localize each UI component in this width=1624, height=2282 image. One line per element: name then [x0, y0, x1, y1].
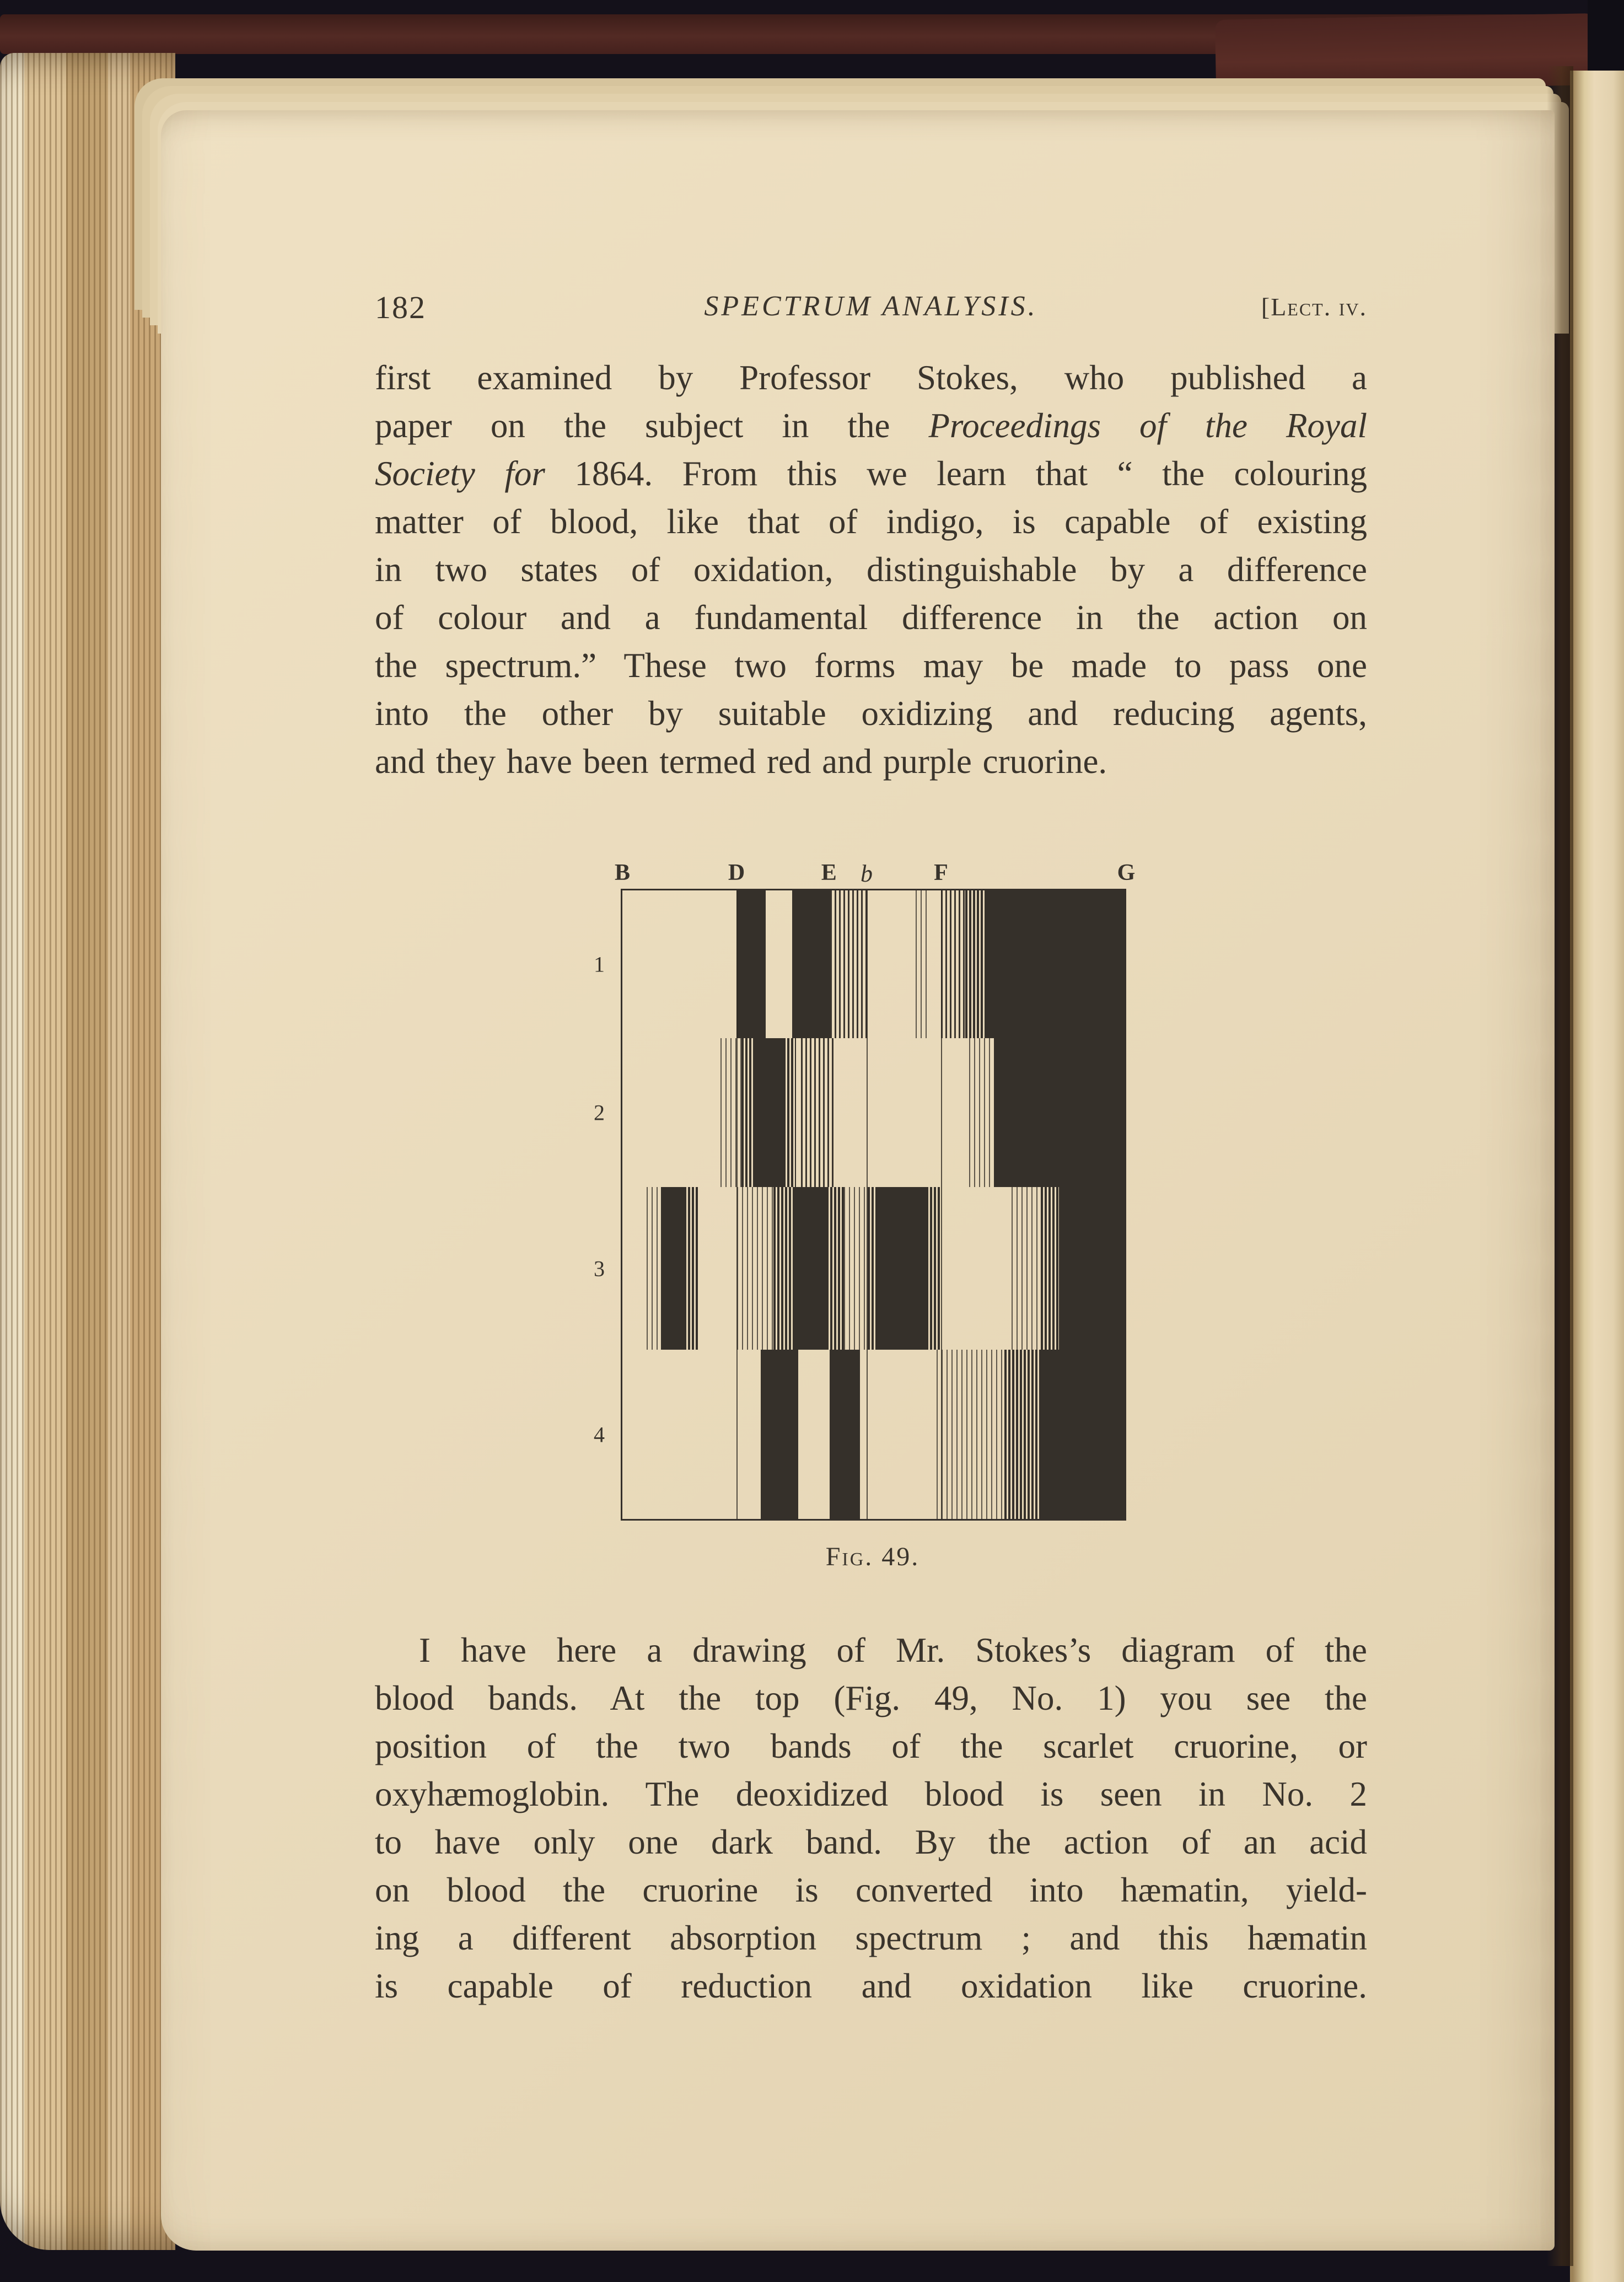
spectrum-row-3 [622, 1187, 1126, 1350]
fraunhofer-line-label-D: D [728, 860, 745, 885]
absorption-band-medium [801, 1038, 833, 1187]
text-segment: on blood the cruorine is converted into hæmatin, yield- [375, 1871, 1367, 1909]
absorption-band-solid [1040, 1350, 1126, 1519]
reference-line [867, 890, 868, 1519]
text-segment: matter of blood, like that of indigo, is capable of existing [375, 502, 1367, 541]
absorption-band-light [647, 1187, 662, 1350]
italic-text-segment: Proceedings of the Royal [928, 406, 1367, 445]
absorption-band-solid [736, 890, 766, 1038]
text-line [375, 402, 1367, 450]
text-segment: into the other by suitable oxidizing and reducing agents, [375, 694, 1367, 733]
fraunhofer-line-label-B: B [614, 860, 631, 885]
absorption-band-solid [761, 1350, 798, 1519]
text-segment: to have only one dark band. By the action of an acid [375, 1823, 1367, 1861]
text-segment: position of the two bands of the scarlet cruorine, or [375, 1727, 1367, 1765]
fraunhofer-line-label-G: G [1117, 860, 1136, 885]
absorption-band-dense [783, 1038, 796, 1187]
absorption-band-dense [1041, 1187, 1059, 1350]
absorption-band-dense [1004, 1350, 1040, 1519]
text-line [375, 1818, 1367, 1866]
absorption-band-solid [985, 890, 1126, 1038]
spectrum-row-number-4: 4 [594, 1422, 605, 1447]
spectrum-row-number-3: 3 [594, 1256, 605, 1281]
absorption-band-medium [941, 890, 965, 1038]
absorption-band-solid [794, 1187, 826, 1350]
text-segment: in two states of oxidation, distinguishable by a difference [375, 550, 1367, 589]
paragraph-1 [375, 354, 1367, 786]
running-title: SPECTRUM ANALYSIS. [704, 291, 1038, 322]
absorption-band-solid [661, 1187, 684, 1350]
text-line [375, 354, 1367, 402]
text-segment: I have here a drawing of Mr. Stokes’s diagram of the [419, 1631, 1367, 1669]
spectrum-row-2 [622, 1038, 1126, 1187]
absorption-band-dense [926, 1187, 941, 1350]
absorption-band-light [916, 890, 928, 1038]
spectrum-row-number-1: 1 [594, 952, 605, 977]
text-line [375, 546, 1367, 594]
fraunhofer-line-label-F: F [934, 860, 948, 885]
absorption-band-dense [965, 890, 986, 1038]
absorption-band-dense [684, 1187, 699, 1350]
text-line [375, 498, 1367, 546]
text-line [375, 450, 1367, 498]
absorption-band-light [1012, 1187, 1041, 1350]
facing-page-edge [1570, 71, 1624, 2282]
fig-49-spectrum-diagram [594, 860, 1136, 1521]
reference-line [736, 890, 738, 1519]
absorption-band-medium [830, 890, 868, 1038]
text-line [375, 1626, 1367, 1674]
spectrum-row-number-2: 2 [594, 1100, 605, 1125]
absorption-band-solid [1059, 1187, 1126, 1350]
absorption-band-solid [994, 1038, 1126, 1187]
fraunhofer-line-label-E: E [821, 860, 837, 885]
spectrum-row-4 [622, 1350, 1126, 1519]
text-segment: the spectrum.” These two forms may be made to pass one [375, 646, 1367, 685]
page-header [375, 287, 1367, 325]
fraunhofer-line-label-b: b [861, 860, 873, 887]
paragraph-2 [375, 1626, 1367, 2010]
absorption-band-dense [868, 1187, 878, 1350]
text-segment: is capable of reduction and oxidation like cruorine. [375, 1967, 1367, 2005]
absorption-band-light [844, 1187, 868, 1350]
reference-line [941, 890, 942, 1519]
italic-text-segment: Society for [375, 454, 545, 493]
absorption-band-solid [830, 1350, 861, 1519]
absorption-band-dense [773, 1187, 794, 1350]
spectrum-row-1 [622, 890, 1126, 1038]
absorption-band-light [737, 1187, 773, 1350]
text-segment: paper on the subject in the [375, 406, 929, 445]
text-segment: blood bands. At the top (Fig. 49, No. 1) you see the [375, 1679, 1367, 1717]
text-line [375, 1866, 1367, 1914]
absorption-band-solid [754, 1038, 783, 1187]
text-segment: oxyhæmoglobin. The deoxidized blood is seen in No. 2 [375, 1775, 1367, 1813]
text-line [375, 1722, 1367, 1770]
lecture-reference: [Lect. iv. [1261, 293, 1367, 321]
text-segment: of colour and a fundamental difference in the action on [375, 598, 1367, 637]
page-fore-edge-stack [0, 53, 175, 2250]
text-line [375, 1770, 1367, 1818]
absorption-band-solid [878, 1187, 926, 1350]
text-line [375, 1914, 1367, 1962]
absorption-band-solid [792, 890, 830, 1038]
text-line [375, 738, 1367, 786]
absorption-band-dense [741, 1038, 755, 1187]
text-segment: and they have been termed red and purple cruorine. [375, 742, 1107, 781]
absorption-band-dense [826, 1187, 844, 1350]
page-number: 182 [375, 289, 426, 325]
text-line [375, 1962, 1367, 2010]
text-segment: first examined by Professor Stokes, who published a [375, 358, 1367, 397]
absorption-band-light [937, 1350, 1004, 1519]
figure-caption: Fig. 49. [825, 1542, 920, 1571]
text-line [375, 594, 1367, 642]
text-line [375, 1674, 1367, 1722]
text-line [375, 642, 1367, 690]
text-segment: ing a different absorption spectrum ; and this hæmatin [375, 1919, 1367, 1957]
absorption-band-light [720, 1038, 741, 1187]
absorption-band-light [969, 1038, 994, 1187]
text-line [375, 690, 1367, 738]
text-segment: 1864. From this we learn that “ the colouring [545, 454, 1367, 493]
